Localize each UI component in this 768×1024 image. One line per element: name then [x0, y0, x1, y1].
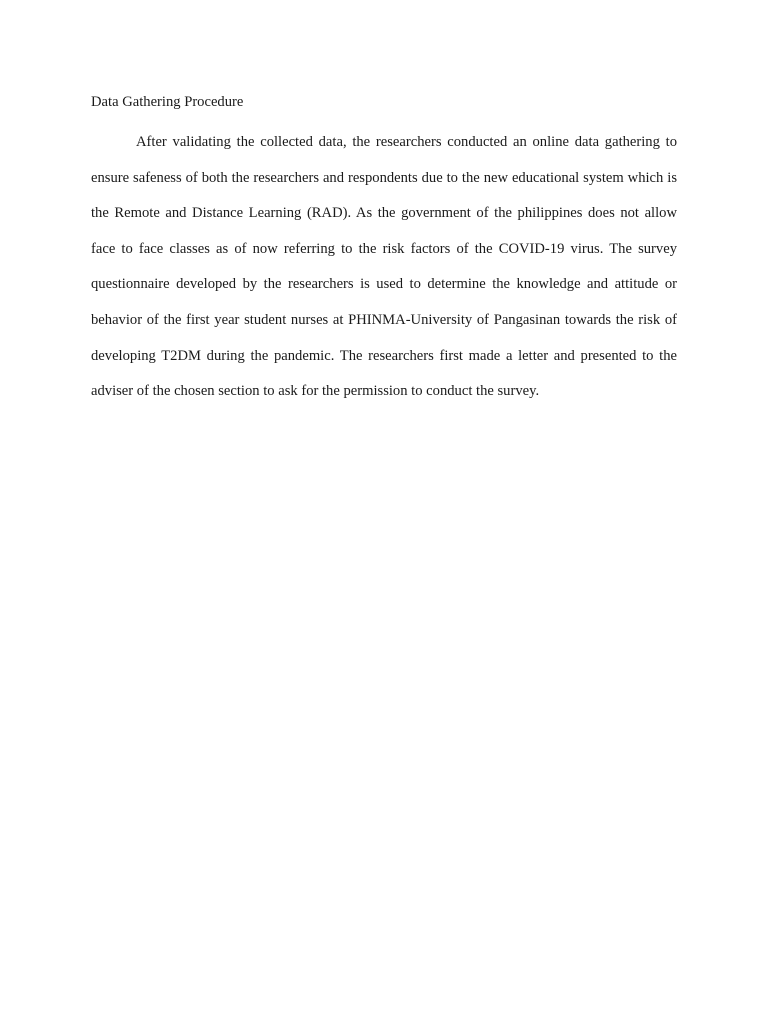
document-body	[91, 90, 677, 410]
body-paragraph: After validating the collected data, the researchers conducted an online data gathering to ensure safeness of both the researchers and respondents due to the new educational system which is the Remote and Distance Learning (RAD). As the government of the philippines does not allow face to face classes as of now referring to the risk factors of the COVID-19 virus. The survey questionnaire developed by the researchers is used to determine the knowledge and attitude or behavior of the first year student nurses at PHINMA-University of Pangasinan towards the risk of developing T2DM during the pandemic. The researchers first made a letter and presented to the adviser of the chosen section to ask for the permission to conduct the survey.	[91, 134, 677, 400]
section-heading: Data Gathering Procedure	[91, 94, 244, 110]
